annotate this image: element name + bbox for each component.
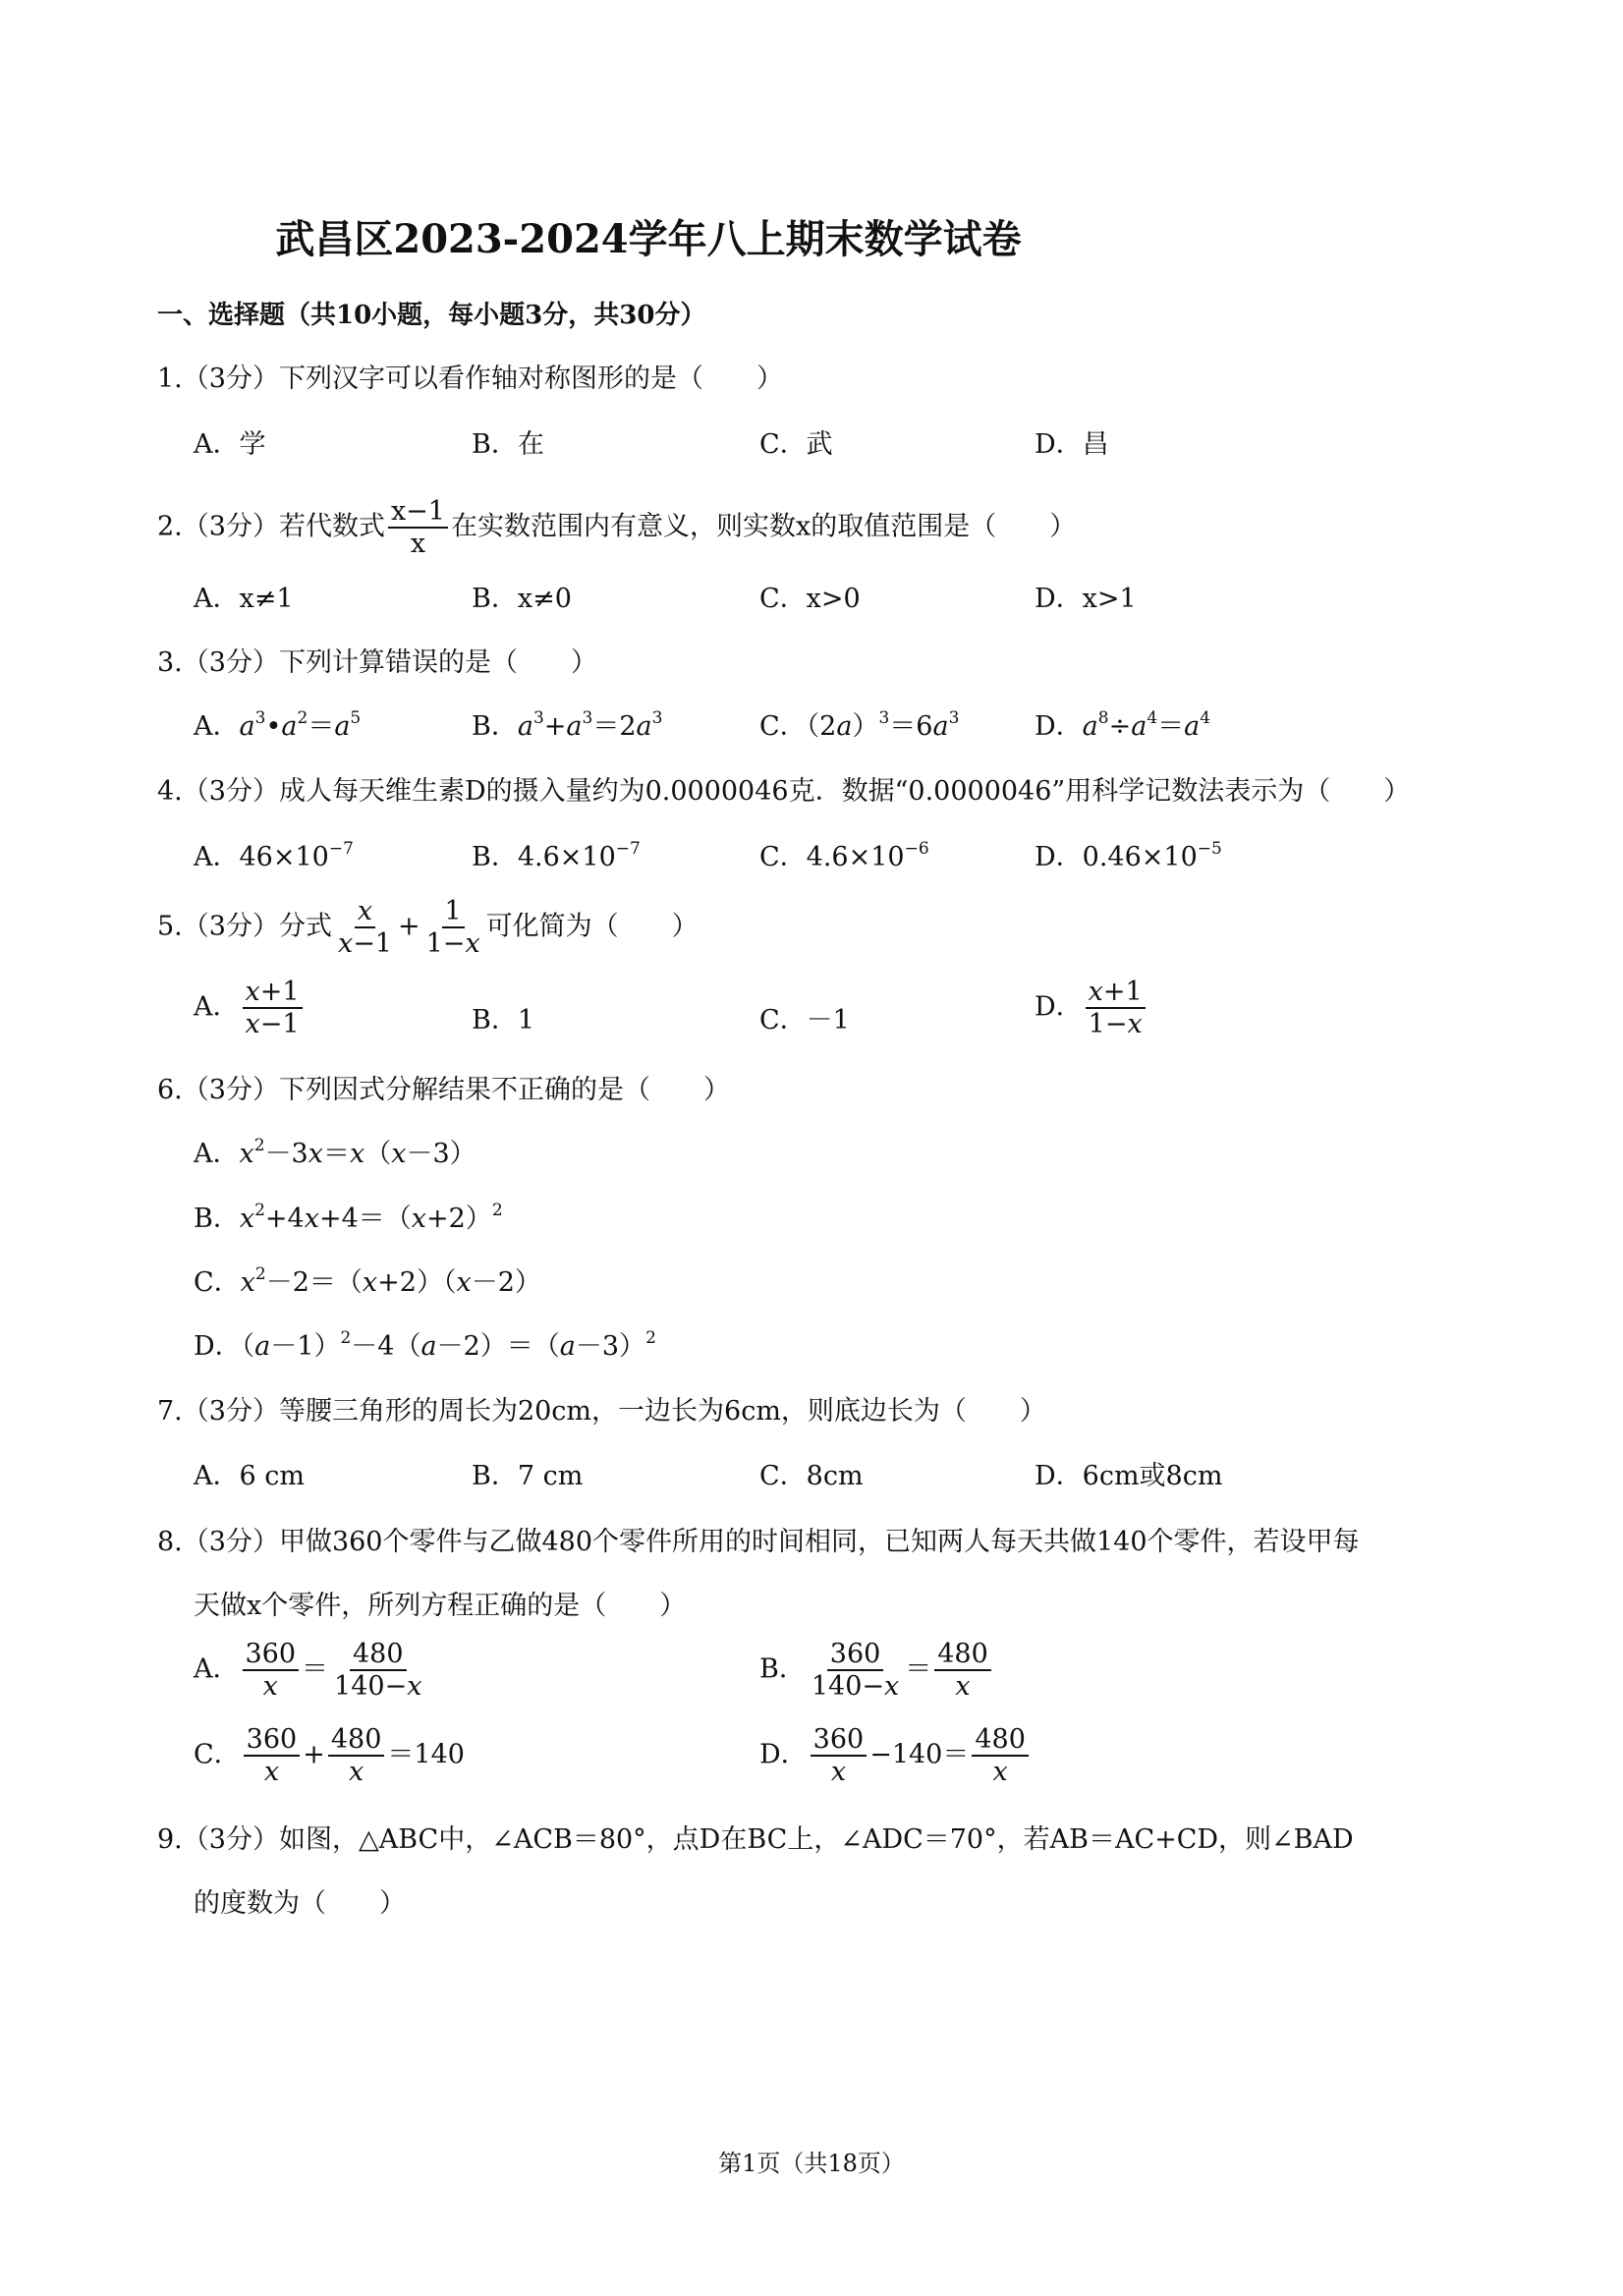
q7-option-c: C．8cm <box>759 1461 864 1491</box>
q7-option-d: D．6cm或8cm <box>1035 1461 1223 1491</box>
q5-option-d: D． $\frac{x+1}{1-x}$ <box>1035 977 1148 1039</box>
q4-option-c: C．$4.6\times 10^{-6}$ <box>759 839 929 872</box>
q8-option-a: A． $\frac{360}{x}$ ＝ $\frac{480}{140-x}$ <box>194 1639 422 1703</box>
question-3-stem: 3.（3分）下列计算错误的是（ ） <box>157 647 597 678</box>
q6-option-c: C．$x^2-2=(x+2)(x-2)$ <box>194 1264 541 1298</box>
q7-option-b: B．7 cm <box>472 1461 584 1491</box>
question-5-stem: 5.（3分）分式 $\frac{x}{x-1}$ + $\frac{1}{1-x}$ 可化简为（ ） <box>157 896 699 960</box>
page-title: 武昌区2023-2024学年八上期末数学试卷 <box>275 216 1022 262</box>
q8-option-c: C． $\frac{360}{x}$ + $\frac{480}{x}$ ＝140 <box>194 1724 465 1788</box>
q5-option-c: C．－1 <box>759 1005 850 1036</box>
q6-option-a: A．$x^2-3x=x(x-3)$ <box>194 1136 476 1169</box>
q4-option-b: B．$4.6\times 10^{-7}$ <box>472 839 641 872</box>
page-footer: 第1页（共18页） <box>718 2150 905 2177</box>
q3-option-a: A．$a^3•a^2=a^5$ <box>194 708 362 742</box>
section-title: 一、选择题（共10小题，每小题3分，共30分） <box>157 301 706 330</box>
q8-option-d: D． $\frac{360}{x}$ −140＝ $\frac{480}{x}$ <box>759 1724 1032 1787</box>
q2-option-d: D．x>1 <box>1035 584 1137 614</box>
question-8-line-2: 天做x个零件，所列方程正确的是（ ） <box>194 1591 687 1621</box>
q2-option-c: C．x>0 <box>759 584 861 614</box>
question-6-stem: 6.（3分）下列因式分解结果不正确的是（ ） <box>157 1075 730 1105</box>
q4-option-a: A．$46\times 10^{-7}$ <box>194 839 354 872</box>
q5-option-a: A． $\frac{x+1}{x-1}$ <box>194 977 306 1039</box>
question-9-line-1: 9.（3分）如图，△ABC中，∠ACB＝80°，点D在BC上，∠ADC＝70°，若AB＝AC+CD，则∠BAD <box>157 1824 1354 1855</box>
q1-option-d: D．昌 <box>1035 429 1109 460</box>
q1-option-c: C．武 <box>759 429 833 460</box>
q1-option-b: B．在 <box>472 429 544 460</box>
q2-suffix: 在实数范围内有意义，则实数x的取值范围是（ ） <box>450 511 1077 542</box>
question-4-stem: 4.（3分）成人每天维生素D的摄入量约为0.0000046克．数据“0.0000046”用科学记数法表示为（ ） <box>157 776 1411 807</box>
q8-option-b: B． $\frac{360}{140-x}$ ＝ $\frac{480}{x}$ <box>759 1639 994 1702</box>
q2-option-b: B．x≠0 <box>472 584 572 614</box>
q1-option-a: A．学 <box>194 429 266 460</box>
q6-option-b: B．$x^2+4x+4=(x+2)^2$ <box>194 1201 503 1234</box>
question-9-line-2: 的度数为（ ） <box>194 1888 406 1919</box>
question-2-stem <box>157 496 1076 559</box>
q3-option-b: B．$a^3+a^3=2a^3$ <box>472 708 663 742</box>
q3-option-c: C．$(2a)^3=6a^3$ <box>759 708 960 742</box>
q3-option-d: D．$a^8\div a^4=a^4$ <box>1035 708 1211 742</box>
q2-fraction: $\frac{x-1}{x}$ <box>388 496 448 559</box>
q4-option-d: D．$0.46\times 10^{-5}$ <box>1035 839 1222 872</box>
q2-option-a: A．x≠1 <box>194 584 294 614</box>
q5-option-b: B．1 <box>472 1005 535 1036</box>
q2-prefix: 2.（3分）若代数式 <box>157 511 385 542</box>
q7-option-a: A．6 cm <box>194 1461 305 1491</box>
q6-option-d: D．$(a-1)^2-4(a-2)=(a-3)^2$ <box>194 1328 656 1362</box>
question-8-line-1: 8.（3分）甲做360个零件与乙做480个零件所用的时间相同，已知两人每天共做140个零件，若设甲每 <box>157 1527 1360 1557</box>
question-7-stem: 7.（3分）等腰三角形的周长为20cm，一边长为6cm，则底边长为（ ） <box>157 1396 1046 1427</box>
question-1-stem: 1.（3分）下列汉字可以看作轴对称图形的是（ ） <box>157 364 783 394</box>
